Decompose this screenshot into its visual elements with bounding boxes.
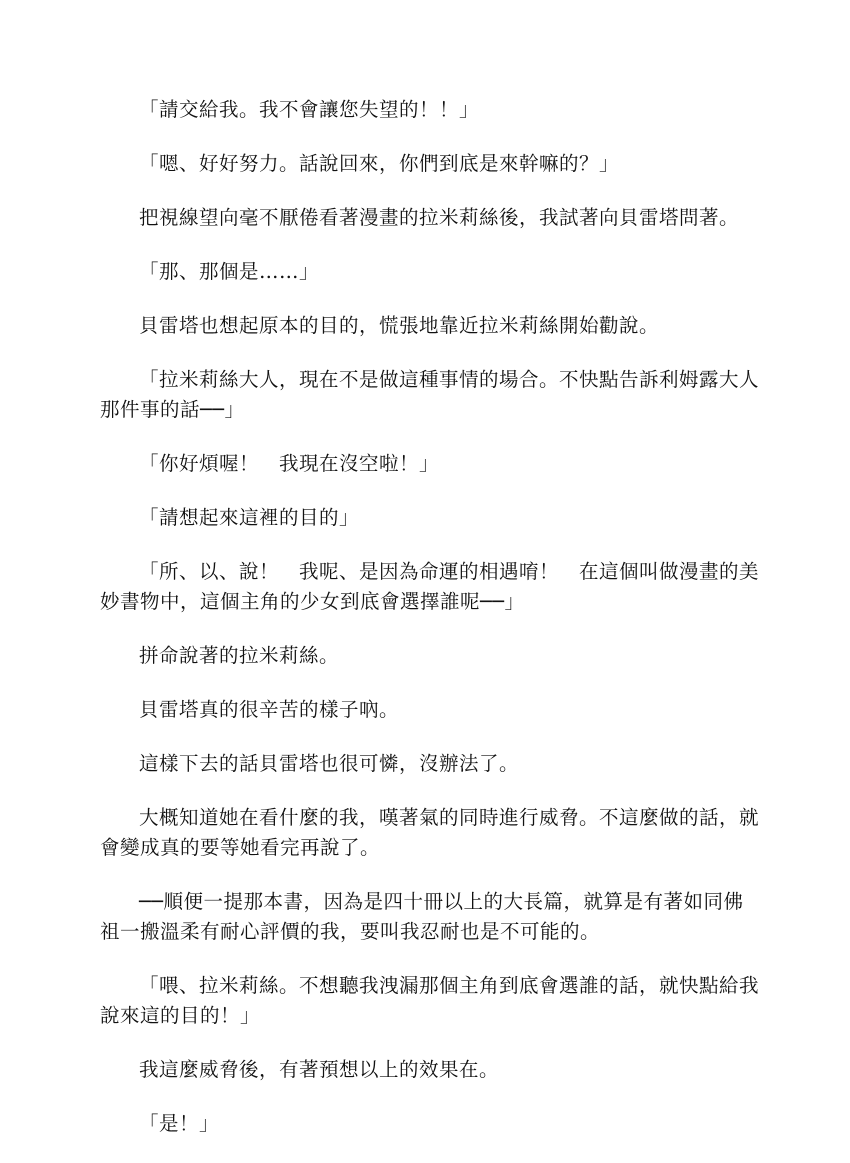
paragraph: 貝雷塔也想起原本的目的，慌張地靠近拉米莉絲開始勸說。 — [139, 314, 660, 337]
paragraph: 「請交給我。我不會讓您失望的！！」 — [139, 98, 480, 121]
document-page — [100, 95, 760, 1163]
paragraph: 「請想起來這裡的目的」 — [139, 506, 360, 529]
paragraph: 這樣下去的話貝雷塔也很可憐，沒辦法了。 — [139, 752, 520, 775]
paragraph: 「拉米莉絲大人，現在不是做這種事情的場合。不快點告訴利姆露大人那件事的話──」 — [100, 368, 760, 421]
paragraph: 「你好煩喔！ 我現在沒空啦！」 — [139, 452, 440, 475]
paragraph: 把視線望向毫不厭倦看著漫畫的拉米莉絲後，我試著向貝雷塔問著。 — [139, 206, 740, 229]
paragraph: ──順便一提那本書，因為是四十冊以上的大長篇，就算是有著如同佛祖一搬溫柔有耐心評價的我，要叫我忍耐也是不可能的。 — [100, 890, 744, 943]
paragraph: 貝雷塔真的很辛苦的樣子吶。 — [139, 698, 400, 721]
paragraph: 「那、那個是……」 — [139, 260, 320, 283]
paragraph: 「嗯、好好努力。話說回來，你們到底是來幹嘛的？」 — [139, 152, 620, 175]
paragraph: 「喂、拉米莉絲。不想聽我洩漏那個主角到底會選誰的話，就快點給我說來這的目的！」 — [100, 974, 760, 1027]
paragraph: 「所、以、說！ 我呢、是因為命運的相遇唷！ 在這個叫做漫畫的美妙書物中，這個主角的少女到底會選擇誰呢──」 — [100, 560, 760, 613]
paragraph: 「是！」 — [139, 1112, 220, 1135]
paragraph: 大概知道她在看什麼的我，嘆著氣的同時進行威脅。不這麼做的話，就會變成真的要等她看完再說了。 — [100, 806, 760, 859]
paragraph: 我這麼威脅後，有著預想以上的效果在。 — [139, 1058, 500, 1081]
paragraph: 拼命說著的拉米莉絲。 — [139, 644, 340, 667]
